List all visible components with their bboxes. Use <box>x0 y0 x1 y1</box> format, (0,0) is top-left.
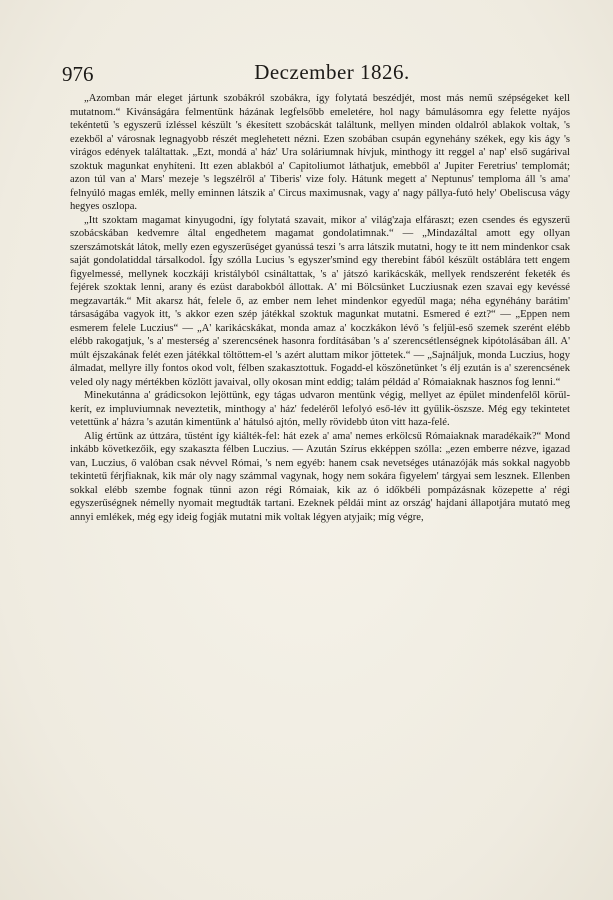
page-header <box>62 58 562 88</box>
paragraph: „Itt szoktam magamat kinyugodni, így folytatá szavait, mikor a' világ'zaja elfáraszt; ezen csendes és egyszerű szobácskában kedvemre által engedhetem magamat gondolatimnak.“ — „Mindazáltal amott egy ollyan szerszámotskát látok, melly ezen egyszerűséget gyanússá teszi 's arra látszik mutatni, hogy te itt nem mindenkor csak saját gondolatiddal társalkodol. Így szólla Lucius 's egyszer'smind egy therebint fából készült ostáblára tett engem figyelmessé, mellynek koczkáji kristályból csináltattak, 's a' játszó karikácskák, mellyek rendszerént feketék és fejérek szoktak lenni, arany és ezüst darabokból állottak. A' mi Bölcsünket Lucziusnak ezen szavai egy kevéssé megzavarták.“ Mit akarsz hát, felele ő, az ember nem lehet mindenkor egyedül maga; néha egynéhány barátim' társaságába vagyok itt, 's akkor ezen szép játékkal szoktuk magunkat mutatni. Esmered é ezt?“ — „Eppen nem esmerem felele Luczius“ — „A' karikácskákat, monda amaz a' koczkákon lévő 's feljül-eső szemek szerént elébb elébb rakogatjuk, 's a' mesterség a' szerencsének hasonra fordításában 's a' szerencsétlenségnek kipótolásában áll. A' múlt éjszakának felét ezen játékkal töltöttem-el 's azért aluttam mikor jöttetek.“ — „Sajnáljuk, monda Luczius, hogy álmadat, mellyre illy fontos okod volt, félben szakasztottuk. Fogadd-el köszönetünket 's élj ezután is a' szerencsének veled oly nagy mértékben közlött javaival, olly okosan mint eddig; talám példád a' Rómaiaknak hasznos fog lenni.“ <box>70 214 570 388</box>
paragraph: „Azomban már eleget jártunk szobákról szobákra, így folytatá beszédjét, most más nemű szépségeket kell mutatnom.“ Kivánságára felmentünk házának legfelsőbb emeletére, hol nagy bámulásomra egy felette nyájos tekéntetű 's egyszerű ízléssel készült 's ékesített szobácskát találtunk, mellyen minden oldalról ablakok voltak, 's ezekből a' városnak legnagyobb részét meglehetett nézni. Ezen szobában csupán egynehány székek, egy kis ágy 's virágos edények találtattak. „Ezt, mondá a' ház' Ura soláriumnak hívjuk, minthogy itt reggel a' nap' első sugárival szoktuk magunkat enyhíteni. Itt ezen ablakból a' Capitoliumot láthatjuk, emebből a' Jupiter Feretrius' templomát; azon túl van a' Mars' mezeje 's legszélről a' Tiberis' vize foly. Hátunk megett a' Neptunus' temploma áll 's ama' felnyúló magas emlék, melly eminnen látszik a' Circus maximusnak, vagy a' nagy pállya-futó hely' Obeliscusa vágy hegyes oszlopa. <box>70 93 570 212</box>
paragraph: Minekutánna a' grádicsokon lejöttünk, egy tágas udvaron mentünk végig, mellyet az épület mindenfelől körül-kerít, ez impluviumnak neveztetik, minthogy a' ház' fedeléről lefolyó eső-lév itt gyűlik-öszsze. Még egy tekintetet vetettünk a' házra 's azután kimentünk a' hátulsó ajtón, melly rövidebb úton vitt haza-felé. <box>70 390 570 428</box>
page-number: 976 <box>62 62 94 86</box>
body-text <box>70 92 570 524</box>
running-head: Deczember 1826. <box>254 60 410 84</box>
paragraph: Alig értünk az úttzára, tüstént így kiálték-fel: hát ezek a' ama' nemes erkölcsű Rómaiaknak maradékaik?“ Mond inkább következőik, egy szakaszta félben Luczius. — Azután Szírus ekképpen szólla: „ezen emberre nézve, igazad van, Luczius, ő valóban csak névvel Római, 's nem egyéb: hanem csak nevetséges utánazóják más sokkal nagyobb tekintetű férjfiaknak, kik már oly nagy számmal vagynak, hogy nem sokára figyelem' tárgyai sem lesznek. Ellenben sokkal elébb szembe fognak tünni azon régi Rómaiak, kik az ó időkbéli pompázásnak közepette a' régi egyszerűségnek némelly nyomait megtudták tartani. Ezeknek példái mint az ország' hajdani állapotjára mutató meg annyi emlékek, még egy ideig fogják mutatni mik voltak légyen atyjaik; míg végre, <box>70 430 570 523</box>
